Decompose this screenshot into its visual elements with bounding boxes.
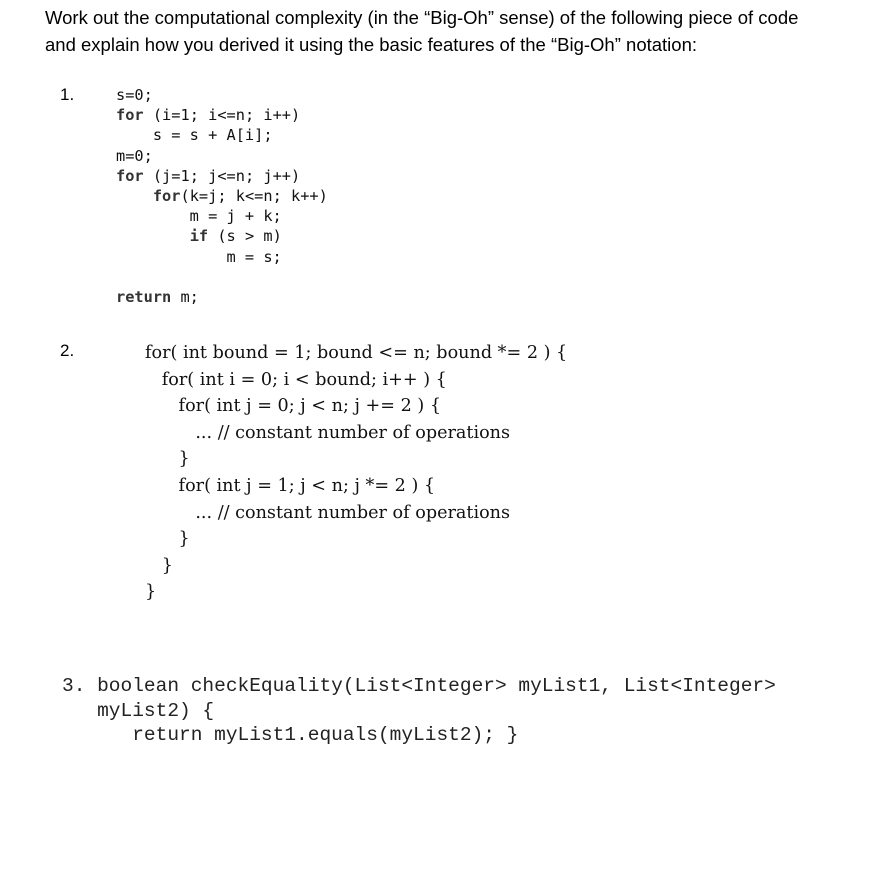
- keyword: return: [116, 288, 172, 307]
- code-line: return m;: [116, 288, 199, 307]
- code-line: }: [145, 529, 190, 550]
- code-line: for( int bound = 1; bound <= n; bound *= 2 ) {: [145, 343, 568, 363]
- code-line: }: [145, 582, 157, 603]
- code-line: for (i=1; i<=n; i++): [116, 106, 301, 125]
- code-line: s=0;: [116, 86, 153, 104]
- code-line: 3. boolean checkEquality(List<Integer> myList1, List<Integer>: [62, 675, 776, 697]
- code-line: s = s + A[i];: [116, 126, 273, 145]
- code-line: }: [145, 449, 190, 470]
- question-line-2: and explain how you derived it using the basic features of the “Big-Oh” notation:: [45, 34, 697, 55]
- code-line: for(k=j; k<=n; k++): [152, 187, 328, 206]
- code-line: m=0;: [116, 146, 153, 165]
- code-line: m = j + k;: [116, 207, 282, 226]
- keyword: for: [116, 166, 144, 185]
- code-line: if (s > m): [189, 227, 282, 246]
- keyword: for: [152, 187, 181, 206]
- code-line: for( int j = 1; j < n; j *= 2 ) {: [145, 475, 436, 496]
- keyword: for: [116, 106, 144, 125]
- code-block-2: [145, 340, 567, 606]
- code-block-1: [116, 85, 328, 307]
- code-block-3: [62, 674, 776, 748]
- code-line: return myList1.equals(myList2); }: [62, 724, 519, 746]
- code-line: ... // constant number of operations: [145, 502, 511, 523]
- code-line: for (j=1; j<=n; j++): [116, 166, 301, 185]
- item-number-2: 2.: [60, 341, 75, 360]
- code-line: ... // constant number of operations: [145, 422, 511, 443]
- code-line: for( int i = 0; i < bound; i++ ) {: [145, 369, 447, 390]
- code-line: [116, 267, 328, 287]
- keyword: if: [189, 227, 209, 246]
- code-line: m = s;: [116, 247, 282, 266]
- code-line: }: [145, 555, 173, 576]
- question-line-1: Work out the computational complexity (in the “Big-Oh” sense) of the following piece of code: [45, 7, 799, 28]
- question-text: [45, 4, 875, 58]
- code-line: myList2) {: [62, 699, 215, 722]
- item-number-1: 1.: [60, 85, 75, 104]
- code-line: for( int j = 0; j < n; j += 2 ) {: [145, 396, 442, 417]
